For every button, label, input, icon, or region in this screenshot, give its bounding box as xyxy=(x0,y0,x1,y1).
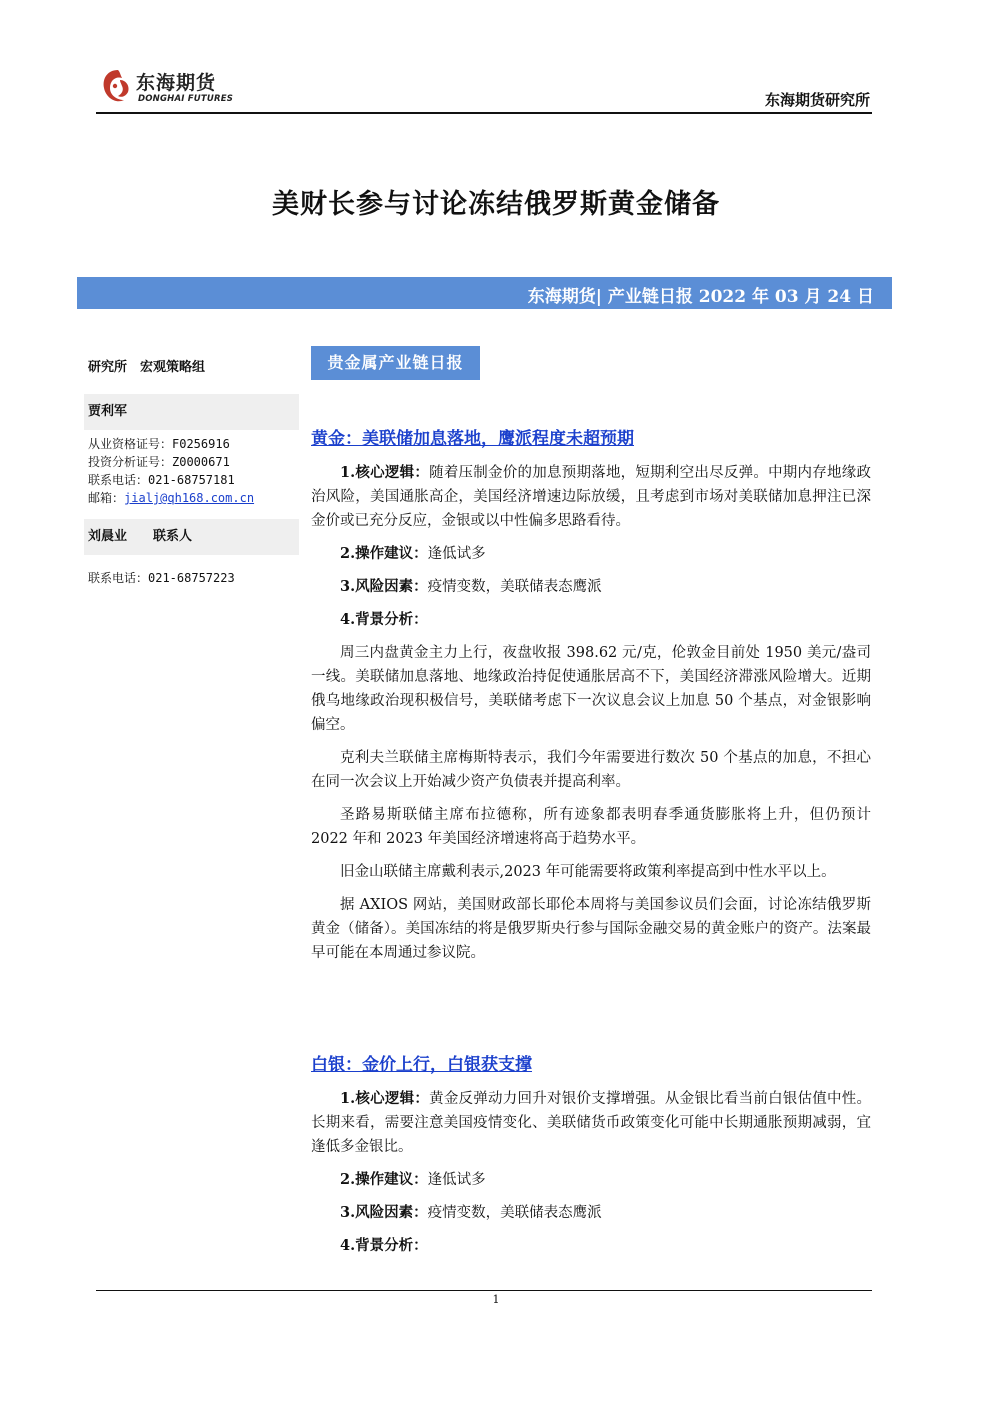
company-logo xyxy=(98,66,238,110)
advice-text: 逢低试多 xyxy=(427,1172,486,1188)
advice-text: 逢低试多 xyxy=(427,546,486,562)
analyst-email-row xyxy=(84,489,299,507)
header-divider xyxy=(96,112,872,114)
dragon-logo-icon xyxy=(98,66,134,106)
page-title: 美财长参与讨论冻结俄罗斯黄金储备 xyxy=(272,189,720,220)
core-logic-label: 1.核心逻辑： xyxy=(340,1090,430,1107)
silver-risk xyxy=(311,1201,871,1225)
report-banner xyxy=(77,277,892,309)
page-number: 1 xyxy=(492,1293,500,1306)
advice-label: 2.操作建议： xyxy=(340,545,428,562)
risk-text: 疫情变数，美联储表态鹰派 xyxy=(427,579,602,595)
silver-section xyxy=(311,1050,871,1258)
gold-section xyxy=(311,424,871,965)
report-category-tag: 贵金属产业链日报 xyxy=(311,346,480,380)
author-sidebar xyxy=(84,350,299,587)
silver-background-label xyxy=(311,1234,871,1258)
gold-core-logic xyxy=(311,461,871,533)
silver-heading[interactable]: 白银：金价上行，白银获支撑 xyxy=(311,1055,532,1075)
logo-chinese-name: 东海期货 xyxy=(136,72,217,94)
advice-label: 2.操作建议： xyxy=(340,1171,428,1188)
gold-advice xyxy=(311,542,871,566)
banner-text: 东海期货| 产业链日报 2022 年 03 月 24 日 xyxy=(527,287,874,307)
risk-text: 疫情变数，美联储表态鹰派 xyxy=(427,1205,602,1221)
contact-person-name: 刘晨业 联系人 xyxy=(84,519,299,555)
gold-risk xyxy=(311,575,871,599)
email-link[interactable]: jialj@qh168.com.cn xyxy=(124,491,255,505)
gold-heading[interactable]: 黄金：美联储加息落地，鹰派程度未超预期 xyxy=(311,429,634,449)
logo-english-name: DONGHAI FUTURES xyxy=(138,94,234,104)
investment-analysis-number: 投资分析证号：Z0000671 xyxy=(88,455,230,469)
core-logic-label: 1.核心逻辑： xyxy=(340,464,430,481)
analyst-contact xyxy=(84,430,299,507)
analyst-phone: 联系电话：021-68757181 xyxy=(88,473,235,487)
gold-bg-paragraph: 克利夫兰联储主席梅斯特表示，我们今年需要进行数次 50 个基点的加息，不担心在同一次会议上开始减少资产负债表并提高利率。 xyxy=(311,750,871,790)
gold-background-label xyxy=(311,608,871,632)
email-label: 邮箱： xyxy=(88,491,125,505)
footer-divider xyxy=(96,1290,872,1291)
gold-bg-paragraph: 据 AXIOS 网站，美国财政部长耶伦本周将与美国参议员们会面，讨论冻结俄罗斯黄金（储备）。美国冻结的将是俄罗斯央行参与国际金融交易的黄金账户的资产。法案最早可能在本周通过参议院。 xyxy=(311,897,871,961)
contact-phone: 联系电话：021-68757223 xyxy=(88,571,235,585)
risk-label: 3.风险因素： xyxy=(340,578,428,595)
core-logic-text: 黄金反弹动力回升对银价支撑增强。从金银比看当前白银估值中性。长期来看，需要注意美国疫情变化、美联储货币政策变化可能中长期通胀预期减弱，宜逢低多金银比。 xyxy=(311,1091,872,1155)
qualification-number: 从业资格证号：F0256916 xyxy=(88,437,230,451)
gold-bg-paragraph: 圣路易斯联储主席布拉德称，所有迹象都表明春季通货膨胀将上升，但仍预计 2022 年和 2023 年美国经济增速将高于趋势水平。 xyxy=(311,807,871,847)
gold-bg-paragraph: 周三内盘黄金主力上行，夜盘收报 398.62 元/克，伦敦金目前处 1950 美元/盎司一线。美联储加息落地、地缘政治持促使通胀居高不下，美国经济滞涨风险增大。近期俄乌地缘政治现积极信号，美联储考虑下一次议息会议上加息 50 个基点，对金银影响偏空。 xyxy=(311,645,871,733)
institute-name: 东海期货研究所 xyxy=(764,91,870,109)
silver-core-logic xyxy=(311,1087,871,1159)
core-logic-text: 随着压制金价的加息预期落地，短期利空出尽反弹。中期内存地缘政治风险，美国通胀高企，美国经济增速边际放缓，且考虑到市场对美联储加息押注已深金价或已充分反应，金银或以中性偏多思路看待。 xyxy=(311,465,872,529)
background-label: 4.背景分析： xyxy=(340,1237,428,1254)
silver-advice xyxy=(311,1168,871,1192)
gold-bg-paragraph: 旧金山联储主席戴利表示,2023 年可能需要将政策利率提高到中性水平以上。 xyxy=(340,864,836,880)
department-label: 研究所 宏观策略组 xyxy=(88,360,206,375)
risk-label: 3.风险因素： xyxy=(340,1204,428,1221)
analyst-name: 贾利军 xyxy=(84,394,299,430)
background-label: 4.背景分析： xyxy=(340,611,428,628)
